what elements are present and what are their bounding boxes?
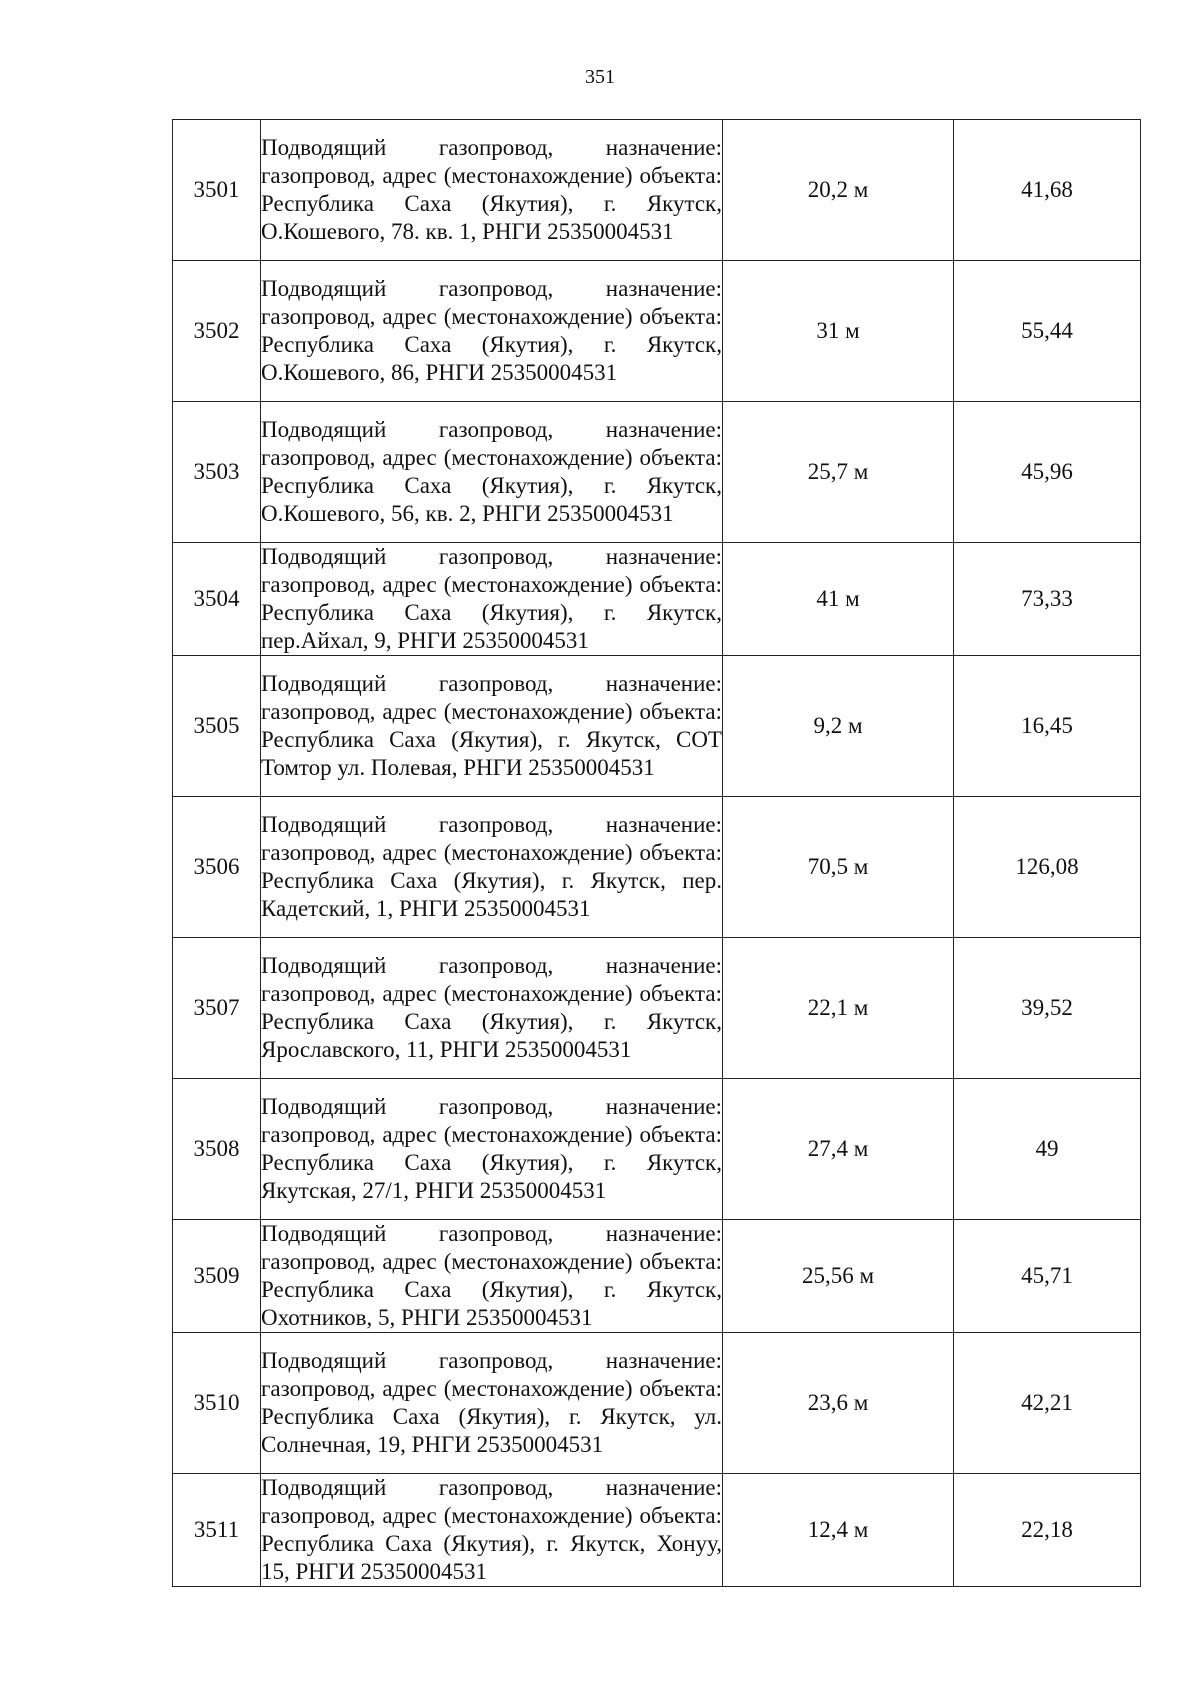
- object-description: Подводящий газопровод, назначение: газопровод, адрес (местонахождение) объекта: Республика Саха (Якутия), г. Якутск, О.Кошевого, 78. кв. 1, РНГИ 25350004531: [261, 120, 723, 261]
- object-description: Подводящий газопровод, назначение: газопровод, адрес (местонахождение) объекта: Республика Саха (Якутия), г. Якутск, Хонуу, 15, РНГИ 25350004531: [261, 1474, 723, 1587]
- table-row: [173, 1079, 1141, 1220]
- row-number: 3510: [173, 1333, 261, 1474]
- object-length: 41 м: [723, 543, 954, 656]
- row-number: 3505: [173, 656, 261, 797]
- object-value: 41,68: [954, 120, 1141, 261]
- object-value: 49: [954, 1079, 1141, 1220]
- page-number: 351: [585, 66, 615, 88]
- object-description: Подводящий газопровод, назначение: газопровод, адрес (местонахождение) объекта: Республика Саха (Якутия), г. Якутск, пер.Айхал, 9, РНГИ 25350004531: [261, 543, 723, 656]
- row-number: 3508: [173, 1079, 261, 1220]
- row-number: 3504: [173, 543, 261, 656]
- table-row: [173, 402, 1141, 543]
- row-number: 3506: [173, 797, 261, 938]
- object-value: 16,45: [954, 656, 1141, 797]
- table-row: [173, 797, 1141, 938]
- object-length: 9,2 м: [723, 656, 954, 797]
- row-number: 3509: [173, 1220, 261, 1333]
- object-value: 126,08: [954, 797, 1141, 938]
- object-description: Подводящий газопровод, назначение: газопровод, адрес (местонахождение) объекта: Республика Саха (Якутия), г. Якутск, Охотников, 5, РНГИ 25350004531: [261, 1220, 723, 1333]
- object-length: 25,56 м: [723, 1220, 954, 1333]
- property-register-table: [172, 119, 1141, 1587]
- row-number: 3511: [173, 1474, 261, 1587]
- object-value: 42,21: [954, 1333, 1141, 1474]
- object-description: Подводящий газопровод, назначение: газопровод, адрес (местонахождение) объекта: Республика Саха (Якутия), г. Якутск, Ярославского, 11, РНГИ 25350004531: [261, 938, 723, 1079]
- object-description: Подводящий газопровод, назначение: газопровод, адрес (местонахождение) объекта: Республика Саха (Якутия), г. Якутск, СОТ Томтор ул. Полевая, РНГИ 25350004531: [261, 656, 723, 797]
- object-description: Подводящий газопровод, назначение: газопровод, адрес (местонахождение) объекта: Республика Саха (Якутия), г. Якутск, О.Кошевого, 86, РНГИ 25350004531: [261, 261, 723, 402]
- table-row: [173, 543, 1141, 656]
- table-row: [173, 656, 1141, 797]
- table-body: [173, 120, 1141, 1587]
- object-value: 55,44: [954, 261, 1141, 402]
- object-value: 45,71: [954, 1220, 1141, 1333]
- row-number: 3501: [173, 120, 261, 261]
- row-number: 3507: [173, 938, 261, 1079]
- table-row: [173, 1333, 1141, 1474]
- object-description: Подводящий газопровод, назначение: газопровод, адрес (местонахождение) объекта: Республика Саха (Якутия), г. Якутск, Якутская, 27/1, РНГИ 25350004531: [261, 1079, 723, 1220]
- object-description: Подводящий газопровод, назначение: газопровод, адрес (местонахождение) объекта: Республика Саха (Якутия), г. Якутск, пер. Кадетский, 1, РНГИ 25350004531: [261, 797, 723, 938]
- object-description: Подводящий газопровод, назначение: газопровод, адрес (местонахождение) объекта: Республика Саха (Якутия), г. Якутск, ул. Солнечная, 19, РНГИ 25350004531: [261, 1333, 723, 1474]
- table-row: [173, 1474, 1141, 1587]
- object-length: 31 м: [723, 261, 954, 402]
- object-value: 73,33: [954, 543, 1141, 656]
- table-row: [173, 1220, 1141, 1333]
- object-value: 45,96: [954, 402, 1141, 543]
- object-length: 12,4 м: [723, 1474, 954, 1587]
- object-length: 70,5 м: [723, 797, 954, 938]
- object-length: 20,2 м: [723, 120, 954, 261]
- table-row: [173, 120, 1141, 261]
- object-length: 25,7 м: [723, 402, 954, 543]
- object-length: 27,4 м: [723, 1079, 954, 1220]
- table-row: [173, 261, 1141, 402]
- object-value: 22,18: [954, 1474, 1141, 1587]
- row-number: 3502: [173, 261, 261, 402]
- object-value: 39,52: [954, 938, 1141, 1079]
- row-number: 3503: [173, 402, 261, 543]
- table-row: [173, 938, 1141, 1079]
- object-description: Подводящий газопровод, назначение: газопровод, адрес (местонахождение) объекта: Республика Саха (Якутия), г. Якутск, О.Кошевого, 56, кв. 2, РНГИ 25350004531: [261, 402, 723, 543]
- object-length: 22,1 м: [723, 938, 954, 1079]
- object-length: 23,6 м: [723, 1333, 954, 1474]
